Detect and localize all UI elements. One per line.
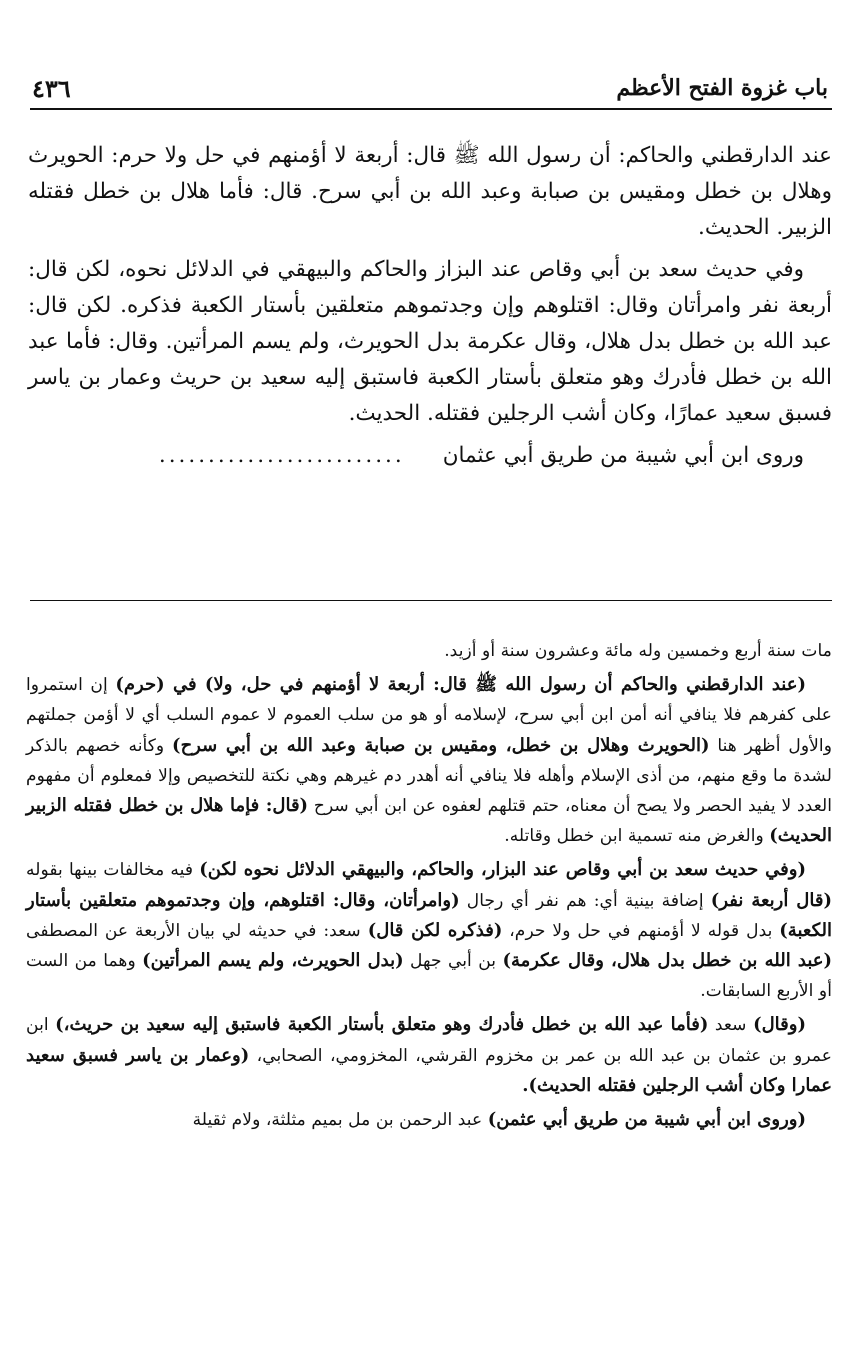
commentary-paragraph: [26, 855, 832, 1006]
commentary-span: إضافة بينية أي: هم نفر أي رجال: [459, 890, 711, 911]
ellipsis-dots: .........................: [158, 443, 405, 468]
commentary-text: [26, 636, 832, 1139]
quoted-text: (وفي حديث سعد بن أبي وقاص عند البزار، والحاكم، والبيهقي الدلائل نحوه لكن): [199, 859, 806, 881]
commentary-span: سعد: [708, 1015, 754, 1036]
commentary-span: وكأنه خصهم بالذكر لشدة ما وقع منهم، من أذى الإسلام وأهله فلا ينافي أنه أهدر دم غيرهم وهي نكتة للتخصيص وإلا فمعلوم أن مفهوم العدد لا يفيد الحصر ولا يصح أن معناه، حتم قتلهم لعفوه عن ابن أبي سرح: [26, 735, 833, 817]
commentary-paragraph: [26, 1010, 832, 1101]
commentary-span: والغرض منه تسمية ابن خطل وقاتله.: [504, 826, 770, 847]
quoted-text: (وامرأتان، وقال: اقتلوهم، وإن وجدتموهم متعلقين بأستار الكعبة): [26, 889, 832, 941]
commentary-span: وهما من الست أو الأربع السابقات.: [26, 951, 832, 1002]
page-number: ٤٣٦: [32, 73, 71, 103]
quoted-text: (وروى ابن أبي شيبة من طريق أبي عثمن): [487, 1109, 806, 1131]
header-rule: [30, 108, 832, 110]
main-text-line: وروى ابن أبي شيبة من طريق أبي عثمان: [442, 443, 804, 468]
commentary-span: إن استمروا على كفرهم فلا ينافي أنه أمن ابن أبي سرح، لإسلامه أو هو من سلب العموم لا عموم السلب أي لا أؤمن جملتهم والأول أظهر هنا: [26, 675, 833, 756]
commentary-span: بدل قوله لا أؤمنهم في حل ولا حرم،: [502, 920, 780, 941]
commentary-span: سعد: في حديثه لي بيان الأربعة عن المصطفى: [26, 920, 368, 941]
commentary-span: عبد الرحمن بن مل بميم مثلثة، ولام ثقيلة: [192, 1110, 488, 1131]
quoted-text: (عبد الله بن خطل بدل هلال، وقال عكرمة): [502, 950, 833, 972]
main-paragraph: عند الدارقطني والحاكم: أن رسول الله ﷺ قال: أربعة لا أؤمنهم في حل ولا حرم: الحويرث وهلال بن خطل ومقيس بن صبابة وعبد الله بن أبي سرح. قال: فأما هلال بن خطل فقتله الزبير. الحديث.: [28, 143, 832, 240]
quoted-text: (بدل الحويرث، ولم يسم المرأتين): [142, 950, 404, 972]
quoted-text: (وقال): [753, 1014, 806, 1036]
main-paragraph: [28, 438, 832, 474]
commentary-span: فيه مخالفات بينها بقوله: [26, 860, 200, 881]
quoted-text: (عند الدارقطني والحاكم أن رسول الله ﷺ قال: أربعة لا أؤمنهم في حل، ولا) في (حرم): [115, 674, 806, 696]
quoted-text: (وعمار بن ياسر فسبق سعيد عمارا وكان أشب الرجلين فقتله الحديث).: [26, 1044, 832, 1096]
quoted-text: (فأما عبد الله بن خطل فأدرك وهو متعلق بأستار الكعبة فاستبق إليه سعيد بن حريث،): [55, 1014, 709, 1036]
quoted-text: (قال أربعة نفر): [710, 889, 832, 911]
page-header: [32, 66, 828, 110]
quoted-text: (قال: فإما هلال بن خطل فقتله الزبير الحديث): [26, 795, 832, 847]
quoted-text: (الحويرث وهلال بن خطل، ومقيس بن صبابة وعبد الله بن أبي سرح): [172, 734, 710, 756]
commentary-span: ابن عمرو بن عثمان بن عبد الله بن عمر بن مخزوم القرشي، المخزومي، الصحابي،: [26, 1015, 833, 1066]
main-text: [28, 138, 832, 480]
main-paragraph: وفي حديث سعد بن أبي وقاص عند البزاز والحاكم والبيهقي في الدلائل نحوه، لكن قال: أربعة نفر وامرأتان وقال: اقتلوهم وإن وجدتموهم متعلقين بأستار الكعبة فذكره. لكن قال: عبد الله بن خطل بدل هلال، وقال عكرمة بدل الحويرث، ولم يسم المرأتين. وقال: فأما عبد الله بن خطل فأدرك وهو متعلق بأستار الكعبة فاستبق إليه سعيد بن حريث وعمار بن ياسر فسبق سعيد عمارًا، وكان أشب الرجلين فقتله. الحديث.: [28, 257, 832, 426]
commentary-paragraph: [26, 1105, 832, 1135]
quoted-text: (فذكره لكن قال): [367, 919, 503, 941]
commentary-separator: [30, 600, 832, 601]
chapter-title: باب غزوة الفتح الأعظم: [616, 75, 828, 101]
commentary-span: بن أبي جهل: [403, 951, 503, 972]
commentary-paragraph: [26, 670, 832, 851]
commentary-paragraph: مات سنة أربع وخمسين وله مائة وعشرون سنة أو أزيد.: [444, 641, 832, 661]
